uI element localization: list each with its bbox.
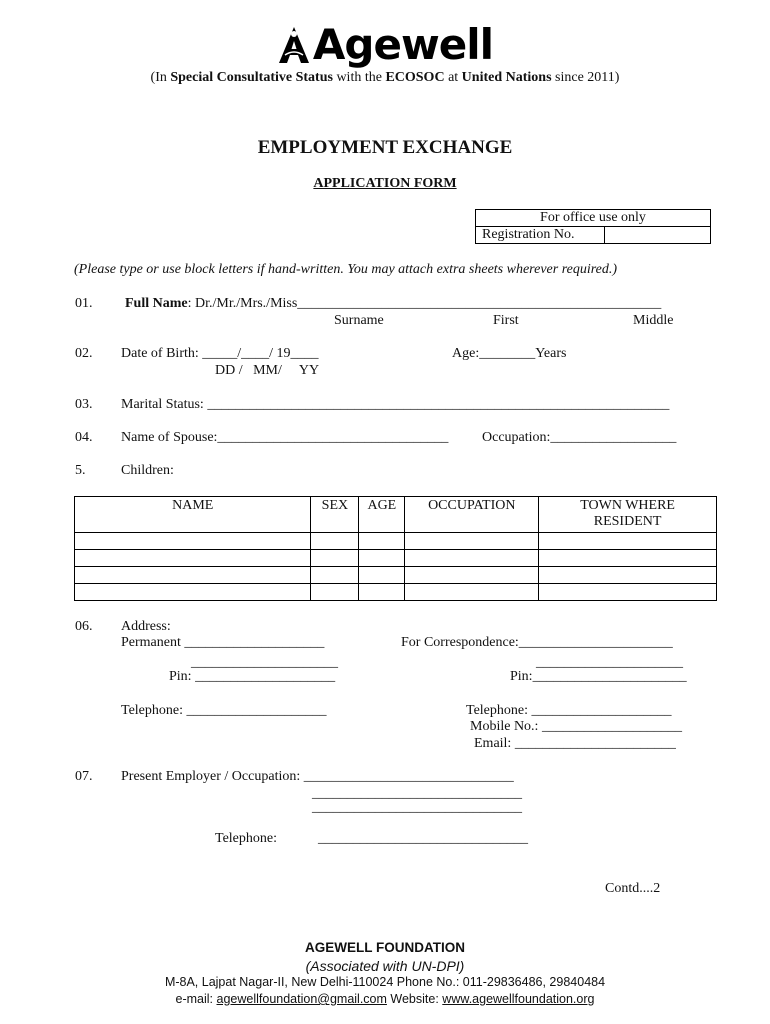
table-row [75, 584, 717, 601]
permanent-address-line2[interactable]: _____________________ [191, 655, 338, 670]
full-name-line: : Dr./Mr./Mrs./Miss____________________________________________________ [187, 296, 662, 311]
employer-telephone-label: Telephone: [215, 831, 277, 846]
agewell-logo-icon [277, 25, 311, 65]
present-employer-line2[interactable]: ______________________________ [312, 786, 522, 801]
form-subtitle: APPLICATION FORM [313, 176, 457, 191]
table-cell[interactable] [539, 584, 717, 601]
table-cell[interactable] [539, 550, 717, 567]
mobile-number-field[interactable]: Mobile No.: ____________________ [470, 719, 682, 734]
first-name-hint: First [493, 313, 519, 328]
footer-website-link[interactable]: www.agewellfoundation.org [442, 992, 595, 1006]
spouse-occupation-field[interactable]: Occupation:__________________ [482, 430, 677, 445]
address-label: Address: [121, 619, 171, 634]
form-title: EMPLOYMENT EXCHANGE [257, 137, 513, 158]
table-row [75, 567, 717, 584]
dob-format-hint: DD / MM/ YY [215, 363, 320, 378]
footer-address: M-8A, Lajpat Nagar-II, New Delhi-110024 Phone No.: 011-29836486, 29840484 [164, 975, 606, 989]
age-field[interactable]: Age:________Years [452, 346, 567, 361]
q07-number: 07. [75, 769, 93, 784]
children-table [74, 496, 717, 601]
table-cell[interactable] [75, 533, 311, 550]
office-use-heading: For office use only [476, 210, 710, 227]
correspondence-telephone-field[interactable]: Telephone: ____________________ [466, 703, 672, 718]
status-text-4: since 2011) [551, 70, 620, 85]
col-sex: SEX [311, 497, 359, 533]
permanent-address-field[interactable]: Permanent ____________________ [121, 635, 325, 650]
registration-label: Registration No. [476, 227, 605, 243]
table-cell[interactable] [405, 584, 539, 601]
permanent-telephone-field[interactable]: Telephone: ____________________ [121, 703, 327, 718]
status-text-3: at [444, 70, 462, 85]
table-cell[interactable] [359, 567, 405, 584]
children-table-header [75, 497, 717, 533]
full-name-label: Full Name [125, 296, 188, 311]
email-field[interactable]: Email: _______________________ [474, 736, 676, 751]
logo [0, 20, 770, 70]
office-use-box [475, 209, 711, 244]
q01-number: 01. [75, 296, 93, 311]
table-cell[interactable] [539, 567, 717, 584]
table-cell[interactable] [359, 533, 405, 550]
status-text-1: (In [150, 70, 171, 85]
footer-org-name: AGEWELL FOUNDATION [305, 940, 465, 955]
q05-number: 5. [75, 463, 86, 478]
footer-association: (Associated with UN-DPI) [305, 958, 465, 974]
date-of-birth-field[interactable]: Date of Birth: _____/____/ 19____ [121, 346, 319, 361]
table-cell[interactable] [405, 550, 539, 567]
continued-note: Contd....2 [605, 881, 661, 896]
table-cell[interactable] [311, 567, 359, 584]
marital-status-field[interactable]: Marital Status: __________________________________________________________________ [121, 397, 670, 412]
correspondence-address-line2[interactable]: _____________________ [536, 655, 683, 670]
permanent-pin-field[interactable]: Pin: ____________________ [169, 669, 336, 684]
status-text-2: with the [332, 70, 386, 85]
q02-number: 02. [75, 346, 93, 361]
children-label: Children: [121, 463, 174, 478]
present-employer-field[interactable]: Present Employer / Occupation: ______________________________ [121, 769, 514, 784]
q03-number: 03. [75, 397, 93, 412]
full-name-field[interactable] [125, 296, 661, 312]
col-town: TOWN WHERE RESIDENT [539, 497, 717, 533]
registration-number-field[interactable] [605, 227, 710, 243]
table-cell[interactable] [539, 533, 717, 550]
col-age: AGE [359, 497, 405, 533]
spouse-name-field[interactable]: Name of Spouse:_________________________________ [121, 430, 449, 445]
instructions: (Please type or use block letters if hand-written. You may attach extra sheets wherever required.) [74, 262, 618, 277]
footer-contact [0, 992, 770, 1006]
status-bold-3: United Nations [461, 70, 552, 85]
q06-number: 06. [75, 619, 93, 634]
status-line [0, 70, 770, 86]
col-occupation: OCCUPATION [405, 497, 539, 533]
status-bold-2: ECOSOC [385, 70, 445, 85]
surname-hint: Surname [334, 313, 384, 328]
correspondence-pin-field[interactable]: Pin:______________________ [510, 669, 687, 684]
table-cell[interactable] [405, 567, 539, 584]
status-bold-1: Special Consultative Status [170, 70, 333, 85]
table-cell[interactable] [359, 584, 405, 601]
logo-text: Agewell [312, 20, 494, 69]
table-cell[interactable] [75, 584, 311, 601]
middle-name-hint: Middle [633, 313, 674, 328]
table-row [75, 533, 717, 550]
correspondence-address-field[interactable]: For Correspondence:______________________ [401, 635, 673, 650]
table-cell[interactable] [75, 550, 311, 567]
footer-email-label: e-mail: [175, 992, 217, 1006]
q04-number: 04. [75, 430, 93, 445]
present-employer-line3[interactable]: ______________________________ [312, 800, 522, 815]
table-cell[interactable] [311, 550, 359, 567]
footer-email-link[interactable]: agewellfoundation@gmail.com [216, 992, 387, 1006]
footer-website-label: Website: [386, 992, 443, 1006]
col-name: NAME [75, 497, 311, 533]
table-cell[interactable] [405, 533, 539, 550]
table-cell[interactable] [311, 533, 359, 550]
employer-telephone-field[interactable]: ______________________________ [318, 831, 528, 846]
table-row [75, 550, 717, 567]
table-cell[interactable] [311, 584, 359, 601]
table-cell[interactable] [359, 550, 405, 567]
table-cell[interactable] [75, 567, 311, 584]
